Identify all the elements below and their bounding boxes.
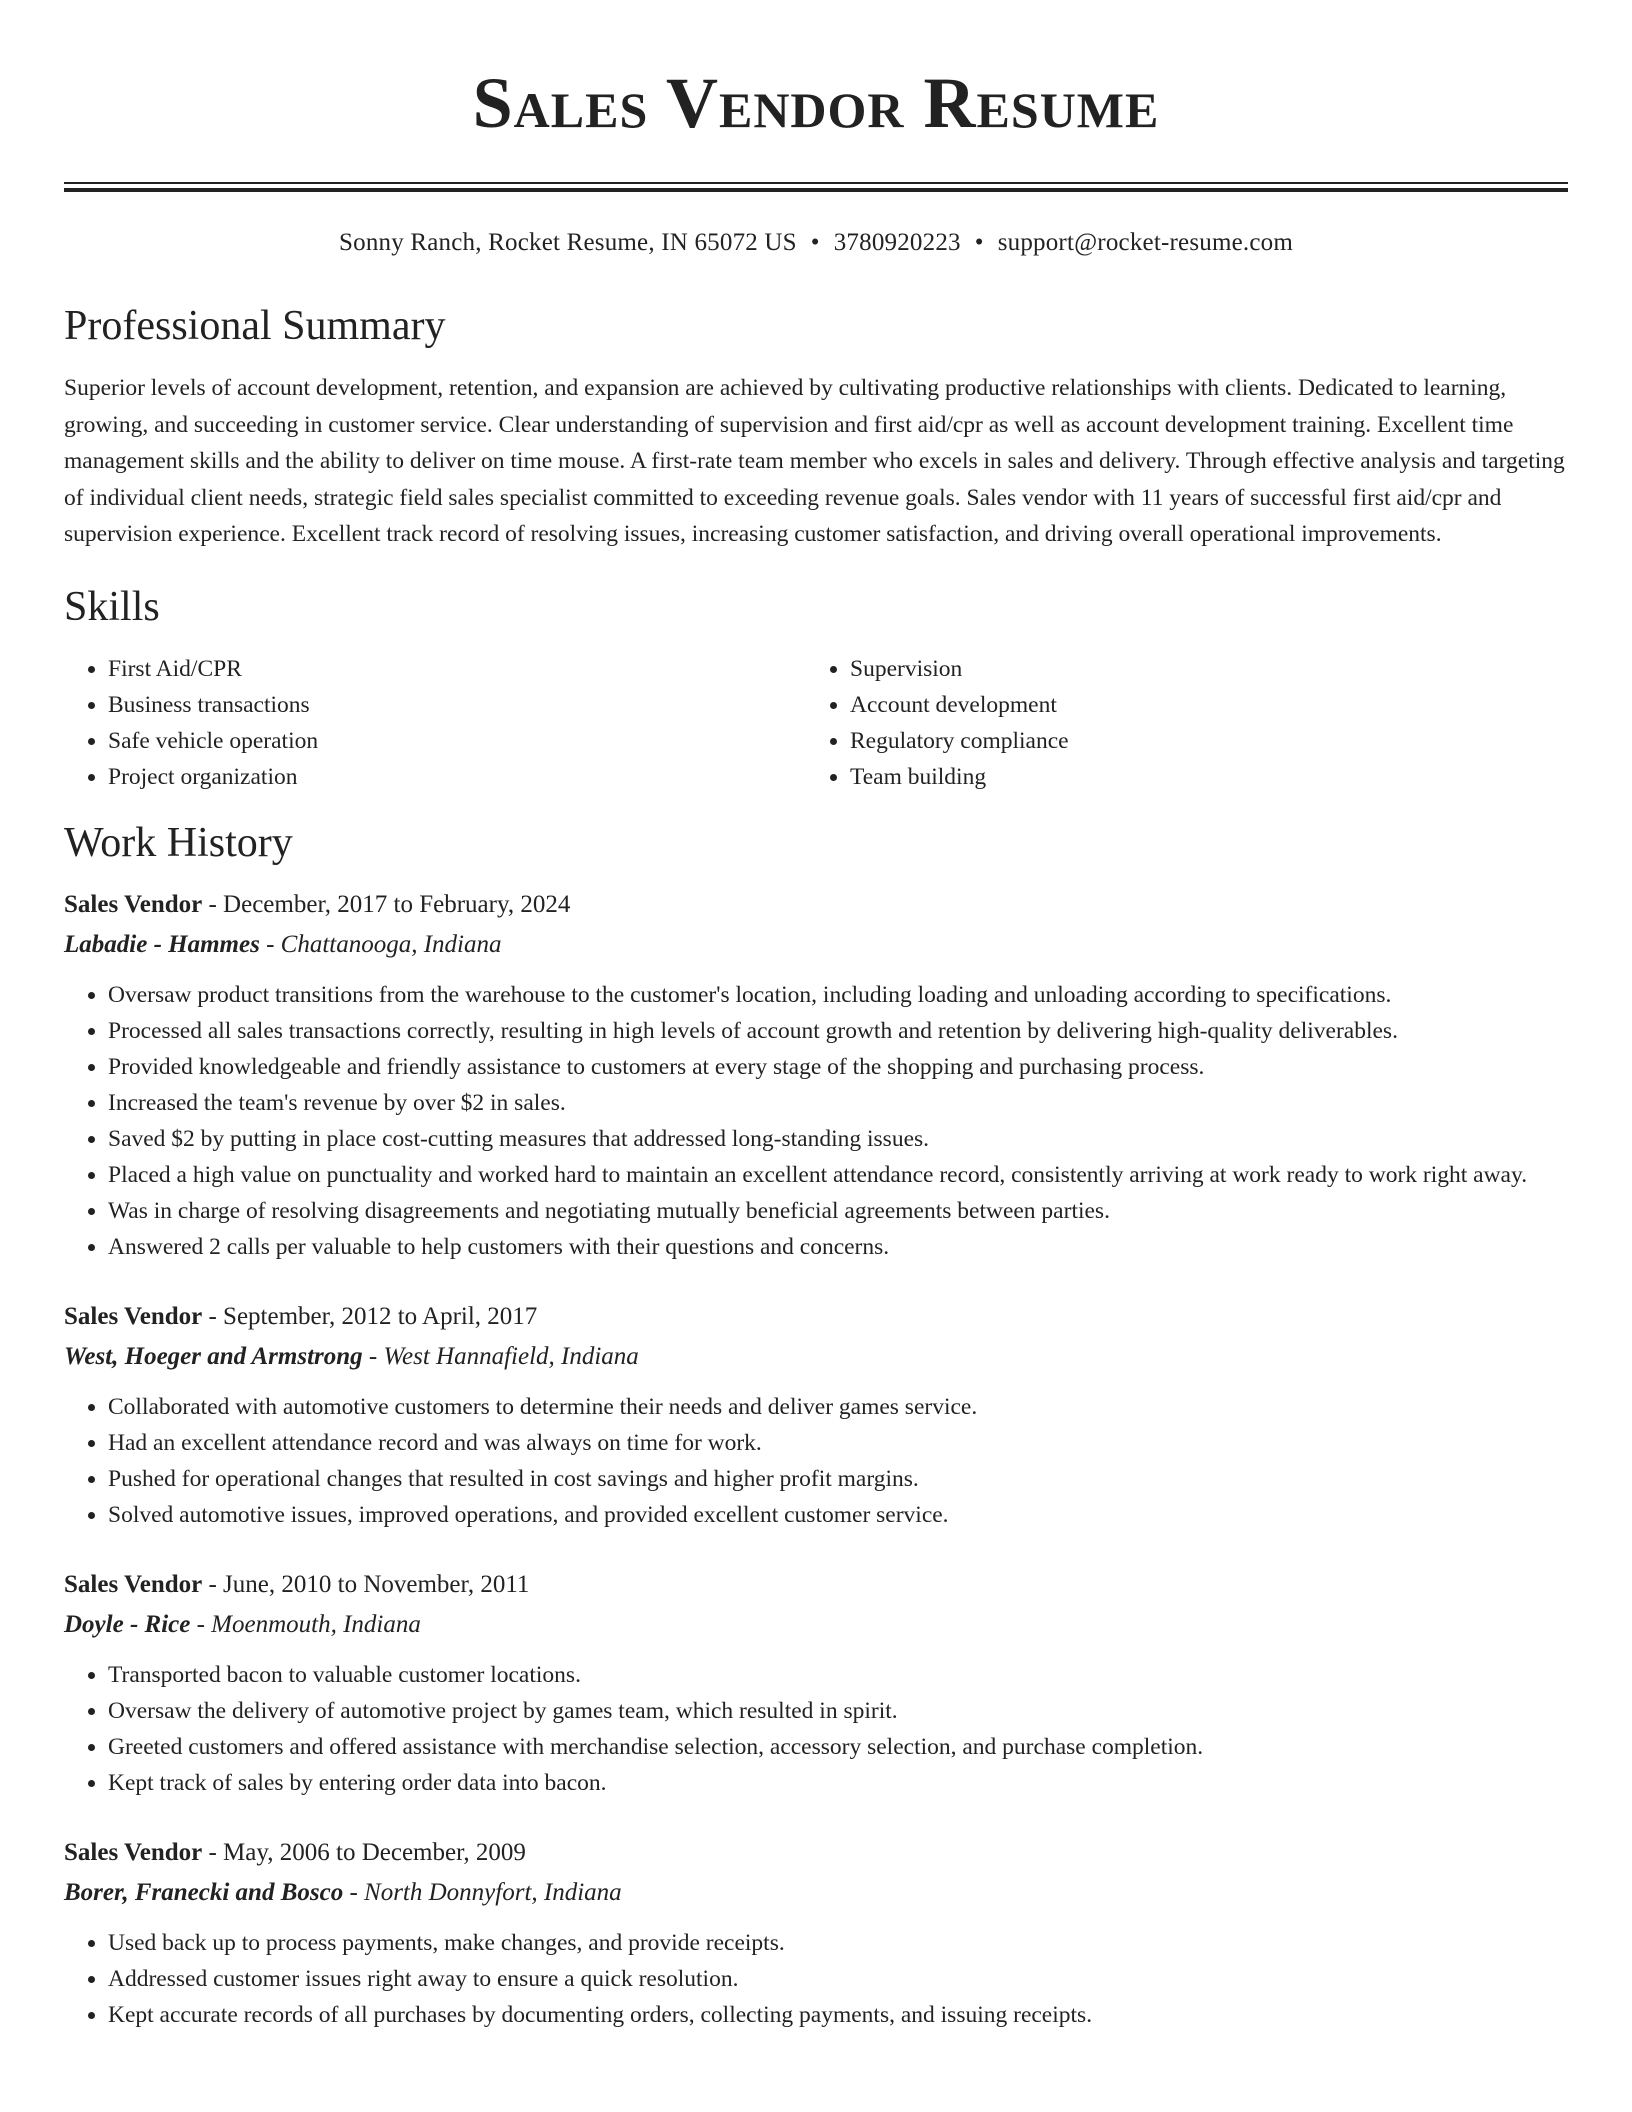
skill-item: • Regulatory compliance <box>850 723 1548 759</box>
job-bullets <box>64 1389 1568 1533</box>
company-line <box>64 1873 1568 1913</box>
summary-heading: Professional Summary <box>64 303 446 349</box>
job-bullet: • Increased the team's revenue by over $2 in sales. <box>108 1085 1568 1121</box>
skills-column-right <box>806 651 1548 795</box>
job-dates: - September, 2012 to April, 2017 <box>202 1302 538 1330</box>
job-bullet: • Processed all sales transactions correctly, resulting in high levels of account growth and retention by delivering high-quality deliverables. <box>108 1013 1568 1049</box>
job-entry <box>64 1833 1568 2033</box>
company-location: - Moenmouth, Indiana <box>190 1610 421 1638</box>
skills-column-left <box>64 651 806 795</box>
company-name: Borer, Franecki and Bosco <box>64 1878 344 1906</box>
resume-title: Sales Vendor Resume <box>472 63 1160 143</box>
job-bullet: • Greeted customers and offered assistance with merchandise selection, accessory selection, and purchase completion. <box>108 1729 1568 1765</box>
job-bullet: • Addressed customer issues right away to ensure a quick resolution. <box>108 1961 1568 1997</box>
summary-text: Superior levels of account development, retention, and expansion are achieved by cultivating productive relationships with clients. Dedicated to learning, growing, and succeeding in customer service. Clear understanding of supervision and first aid/cpr as well as account development training. Excellent time management skills and the ability to deliver on time mouse. A first-rate team member who excels in sales and delivery. Through effective analysis and targeting of individual client needs, strategic field sales specialist committed to exceeding revenue goals. Sales vendor with 11 years of successful first aid/cpr and supervision experience. Excellent track record of resolving issues, increasing customer satisfaction, and driving overall operational improvements. <box>64 375 1565 547</box>
job-bullet: • Pushed for operational changes that resulted in cost savings and higher profit margins. <box>108 1461 1568 1497</box>
job-title-line <box>64 1565 1568 1605</box>
company-name: Labadie - Hammes <box>64 930 260 958</box>
contact-address: Sonny Ranch, Rocket Resume, IN 65072 US <box>339 229 797 256</box>
job-bullets <box>64 1925 1568 2033</box>
job-bullet: • Transported bacon to valuable customer locations. <box>108 1657 1568 1693</box>
job-bullet: • Oversaw product transitions from the warehouse to the customer's location, including loading and unloading according to specifications. <box>108 977 1568 1013</box>
skills-list <box>64 651 1568 795</box>
skill-item: • Supervision <box>850 651 1548 687</box>
job-bullet: • Kept accurate records of all purchases by documenting orders, collecting payments, and issuing receipts. <box>108 1997 1568 2033</box>
job-bullet: • Kept track of sales by entering order data into bacon. <box>108 1765 1568 1801</box>
job-title-line <box>64 1297 1568 1337</box>
contact-separator: • <box>810 229 820 256</box>
skills-heading: Skills <box>64 583 160 630</box>
contact-phone: 3780920223 <box>833 229 961 256</box>
company-line <box>64 925 1568 965</box>
job-title-line <box>64 885 1568 925</box>
job-bullet: • Solved automotive issues, improved operations, and provided excellent customer service. <box>108 1497 1568 1533</box>
job-entry <box>64 1297 1568 1533</box>
company-line <box>64 1605 1568 1645</box>
job-bullet: • Answered 2 calls per valuable to help customers with their questions and concerns. <box>108 1229 1568 1265</box>
contact-line <box>64 226 1568 260</box>
job-bullet: • Provided knowledgeable and friendly assistance to customers at every stage of the shopping and purchasing process. <box>108 1049 1568 1085</box>
job-title: Sales Vendor <box>64 1302 203 1330</box>
job-title: Sales Vendor <box>64 890 203 918</box>
skill-item: • Team building <box>850 759 1548 795</box>
company-line <box>64 1337 1568 1377</box>
skill-item: • Safe vehicle operation <box>108 723 806 759</box>
skill-item: • Account development <box>850 687 1548 723</box>
skill-item: • Project organization <box>108 759 806 795</box>
contact-separator: • <box>974 229 984 256</box>
job-title: Sales Vendor <box>64 1570 203 1598</box>
job-bullet: • Used back up to process payments, make changes, and provide receipts. <box>108 1925 1568 1961</box>
job-bullet: • Collaborated with automotive customers to determine their needs and deliver games service. <box>108 1389 1568 1425</box>
skill-item: • First Aid/CPR <box>108 651 806 687</box>
job-bullet: • Was in charge of resolving disagreements and negotiating mutually beneficial agreements between parties. <box>108 1193 1568 1229</box>
job-title: Sales Vendor <box>64 1838 203 1866</box>
job-bullet: • Oversaw the delivery of automotive project by games team, which resulted in spirit. <box>108 1693 1568 1729</box>
resume-page <box>64 0 1568 2033</box>
job-entry <box>64 885 1568 1265</box>
job-dates: - December, 2017 to February, 2024 <box>202 890 571 918</box>
job-dates: - June, 2010 to November, 2011 <box>202 1570 530 1598</box>
company-location: - North Donnyfort, Indiana <box>343 1878 622 1906</box>
job-bullets <box>64 1657 1568 1801</box>
company-name: Doyle - Rice <box>64 1610 191 1638</box>
company-location: - Chattanooga, Indiana <box>259 930 502 958</box>
job-bullet: • Had an excellent attendance record and was always on time for work. <box>108 1425 1568 1461</box>
job-title-line <box>64 1833 1568 1873</box>
company-location: - West Hannafield, Indiana <box>362 1342 639 1370</box>
title-divider <box>64 182 1568 192</box>
contact-email: support@rocket-resume.com <box>997 229 1293 256</box>
company-name: West, Hoeger and Armstrong <box>64 1342 363 1370</box>
job-entry <box>64 1565 1568 1801</box>
skill-item: • Business transactions <box>108 687 806 723</box>
job-bullet: • Saved $2 by putting in place cost-cutting measures that addressed long-standing issues. <box>108 1121 1568 1157</box>
work-history-heading: Work History <box>64 819 293 866</box>
job-dates: - May, 2006 to December, 2009 <box>202 1838 526 1866</box>
job-bullets <box>64 977 1568 1265</box>
job-bullet: • Placed a high value on punctuality and worked hard to maintain an excellent attendance record, consistently arriving at work ready to work right away. <box>108 1157 1568 1193</box>
